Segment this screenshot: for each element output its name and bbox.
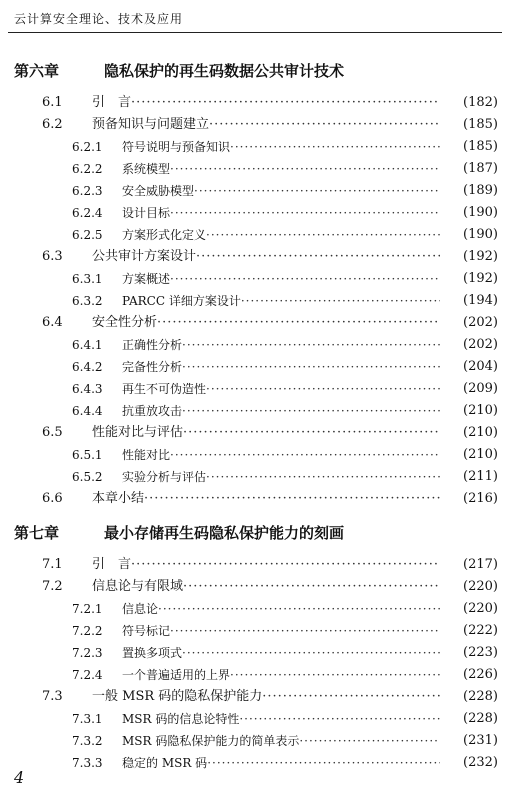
entry-title: 本章小结 (92, 491, 145, 506)
dot-leader (230, 666, 440, 684)
entry-label (92, 490, 440, 508)
entry-label (92, 556, 440, 574)
entry-title: 方案形式化定义 (122, 228, 207, 242)
entry-label (122, 226, 440, 244)
entry-label (122, 138, 440, 156)
dot-leader (170, 160, 440, 178)
entry-page-number: (190) (463, 205, 498, 220)
entry-label (122, 622, 440, 640)
dot-leader (158, 600, 440, 618)
entry-label (122, 402, 440, 420)
entry-page-number: (210) (463, 403, 498, 418)
entry-page-number: (182) (463, 95, 498, 110)
toc-subsection-entry[interactable] (0, 378, 510, 400)
entry-label (122, 160, 440, 178)
entry-title: PARCC 详细方案设计 (122, 294, 241, 308)
entry-label (92, 688, 440, 706)
entry-label (92, 116, 440, 134)
entry-title: 公共审计方案设计 (92, 249, 197, 264)
entry-page-number: (220) (463, 601, 498, 616)
entry-title: 信息论与有限域 (92, 579, 184, 594)
dot-leader (299, 732, 440, 750)
entry-page-number: (210) (463, 425, 498, 440)
entry-label (122, 336, 440, 354)
entry-title: 预备知识与问题建立 (92, 117, 210, 132)
entry-page-number: (228) (463, 689, 498, 704)
entry-title: 设计目标 (122, 206, 171, 220)
entry-title: 符号说明与预备知识 (122, 140, 231, 154)
entry-title: MSR 码隐私保护能力的简单表示 (122, 734, 300, 748)
entry-number: 6.2.4 (72, 206, 103, 220)
toc-subsection-entry[interactable] (0, 334, 510, 356)
entry-page-number: (189) (463, 183, 498, 198)
entry-number: 7.3.2 (72, 734, 103, 748)
dot-leader (157, 314, 440, 332)
entry-title: 稳定的 MSR 码 (122, 756, 208, 770)
toc-section-entry[interactable] (0, 114, 510, 136)
toc-subsection-entry[interactable] (0, 158, 510, 180)
toc-subsection-entry[interactable] (0, 620, 510, 642)
dot-leader (239, 710, 440, 728)
dot-leader (170, 622, 440, 640)
dot-leader (182, 644, 440, 662)
entry-number: 7.1 (42, 557, 63, 572)
entry-number: 7.3 (42, 689, 63, 704)
toc-subsection-entry[interactable] (0, 642, 510, 664)
entry-page-number: (223) (463, 645, 498, 660)
running-head: 云计算安全理论、技术及应用 (14, 12, 184, 26)
entry-label (122, 666, 440, 684)
dot-leader (196, 248, 440, 266)
entry-label (122, 600, 440, 618)
dot-leader (183, 424, 440, 442)
dot-leader (194, 182, 440, 200)
entry-page-number: (185) (463, 139, 498, 154)
entry-label (122, 380, 440, 398)
chapter-title: 最小存储再生码隐私保护能力的刻画 (104, 524, 345, 542)
entry-page-number: (226) (463, 667, 498, 682)
entry-title: 信息论 (122, 602, 159, 616)
entry-title: 方案概述 (122, 272, 171, 286)
entry-number: 6.4.1 (72, 338, 103, 352)
chapter-gap (0, 510, 510, 520)
entry-label (92, 94, 440, 112)
entry-title: 一般 MSR 码的隐私保护能力 (92, 689, 263, 704)
entry-number: 6.2 (42, 117, 63, 132)
entry-number: 6.1 (42, 95, 63, 110)
entry-page-number: (222) (463, 623, 498, 638)
entry-label (92, 248, 440, 266)
entry-label (122, 468, 440, 486)
entry-title: 置换多项式 (122, 646, 183, 660)
dot-leader (131, 556, 440, 574)
dot-leader (262, 688, 440, 706)
entry-label (92, 578, 440, 596)
entry-title: 安全性分析 (92, 315, 158, 330)
entry-page-number: (185) (463, 117, 498, 132)
entry-page-number: (232) (463, 755, 498, 770)
toc-section-entry[interactable] (0, 422, 510, 444)
dot-leader (182, 358, 440, 376)
entry-number: 6.2.3 (72, 184, 103, 198)
entry-number: 6.5.1 (72, 448, 103, 462)
entry-number: 6.3.2 (72, 294, 103, 308)
chapter-number: 第七章 (14, 524, 60, 542)
entry-number: 6.4 (42, 315, 63, 330)
toc-section-entry[interactable] (0, 554, 510, 576)
entry-title: 正确性分析 (122, 338, 183, 352)
dot-leader (230, 138, 440, 156)
dot-leader (241, 292, 440, 310)
entry-number: 7.2.1 (72, 602, 103, 616)
dot-leader (182, 336, 440, 354)
toc-subsection-entry[interactable] (0, 708, 510, 730)
entry-number: 7.2.2 (72, 624, 103, 638)
toc-section-entry[interactable] (0, 488, 510, 510)
dot-leader (170, 446, 440, 464)
entry-page-number: (202) (463, 337, 498, 352)
toc-section-entry[interactable] (0, 686, 510, 708)
dot-leader (206, 468, 440, 486)
entry-title: 引 言 (92, 95, 132, 110)
entry-title: 实验分析与评估 (122, 470, 207, 484)
entry-page-number: (202) (463, 315, 498, 330)
toc-subsection-entry[interactable] (0, 224, 510, 246)
entry-number: 6.4.3 (72, 382, 103, 396)
dot-leader (170, 204, 440, 222)
entry-page-number: (194) (463, 293, 498, 308)
toc-subsection-entry[interactable] (0, 400, 510, 422)
entry-title: 引 言 (92, 557, 132, 572)
entry-title: 完备性分析 (122, 360, 183, 374)
entry-label (122, 204, 440, 222)
dot-leader (206, 226, 440, 244)
entry-title: 系统模型 (122, 162, 171, 176)
entry-page-number: (192) (463, 271, 498, 286)
entry-title: 抗重放攻击 (122, 404, 183, 418)
entry-page-number: (209) (463, 381, 498, 396)
entry-label (122, 270, 440, 288)
entry-number: 7.2 (42, 579, 63, 594)
entry-page-number: (220) (463, 579, 498, 594)
entry-number: 6.2.2 (72, 162, 103, 176)
toc-subsection-entry[interactable] (0, 290, 510, 312)
entry-number: 6.2.1 (72, 140, 103, 154)
dot-leader (206, 380, 440, 398)
header-rule (8, 32, 502, 33)
entry-number: 7.2.4 (72, 668, 103, 682)
entry-page-number: (210) (463, 447, 498, 462)
toc-subsection-entry[interactable] (0, 444, 510, 466)
entry-number: 6.3.1 (72, 272, 103, 286)
entry-title: 符号标记 (122, 624, 171, 638)
entry-number: 6.6 (42, 491, 63, 506)
dot-leader (131, 94, 440, 112)
entry-title: 一个普遍适用的上界 (122, 668, 231, 682)
toc-subsection-entry[interactable] (0, 136, 510, 158)
entry-title: 性能对比与评估 (92, 425, 184, 440)
chapter-number: 第六章 (14, 62, 60, 80)
chapter-heading (0, 58, 510, 92)
chapter-heading (0, 520, 510, 554)
dot-leader (170, 270, 440, 288)
entry-label (122, 446, 440, 464)
entry-page-number: (231) (463, 733, 498, 748)
dot-leader (207, 754, 440, 772)
entry-page-number: (216) (463, 491, 498, 506)
dot-leader (144, 490, 440, 508)
toc-subsection-entry[interactable] (0, 268, 510, 290)
toc-section-entry[interactable] (0, 246, 510, 268)
entry-page-number: (204) (463, 359, 498, 374)
entry-label (122, 710, 440, 728)
toc-subsection-entry[interactable] (0, 180, 510, 202)
toc-subsection-entry[interactable] (0, 356, 510, 378)
entry-number: 7.2.3 (72, 646, 103, 660)
entry-page-number: (217) (463, 557, 498, 572)
entry-label (92, 314, 440, 332)
entry-title: 性能对比 (122, 448, 171, 462)
entry-title: 安全威胁模型 (122, 184, 195, 198)
entry-page-number: (187) (463, 161, 498, 176)
entry-title: 再生不可伪造性 (122, 382, 207, 396)
entry-number: 6.4.4 (72, 404, 103, 418)
toc-subsection-entry[interactable] (0, 664, 510, 686)
dot-leader (209, 116, 440, 134)
entry-number: 6.5.2 (72, 470, 103, 484)
toc-section-entry[interactable] (0, 312, 510, 334)
entry-page-number: (211) (463, 469, 498, 484)
entry-page-number: (228) (463, 711, 498, 726)
toc-subsection-entry[interactable] (0, 730, 510, 752)
table-of-contents (0, 58, 510, 774)
entry-label (122, 292, 440, 310)
toc-subsection-entry[interactable] (0, 752, 510, 774)
toc-section-entry[interactable] (0, 92, 510, 114)
toc-subsection-entry[interactable] (0, 466, 510, 488)
entry-title: MSR 码的信息论特性 (122, 712, 240, 726)
entry-label (122, 732, 440, 750)
entry-label (122, 754, 440, 772)
dot-leader (182, 402, 440, 420)
entry-page-number: (190) (463, 227, 498, 242)
entry-number: 6.5 (42, 425, 63, 440)
entry-number: 6.4.2 (72, 360, 103, 374)
entry-number: 6.3 (42, 249, 63, 264)
entry-number: 6.2.5 (72, 228, 103, 242)
page-number: 4 (14, 768, 25, 787)
chapter-title: 隐私保护的再生码数据公共审计技术 (104, 62, 345, 80)
entry-number: 7.3.3 (72, 756, 103, 770)
entry-label (122, 358, 440, 376)
entry-number: 7.3.1 (72, 712, 103, 726)
toc-section-entry[interactable] (0, 576, 510, 598)
dot-leader (183, 578, 440, 596)
entry-label (92, 424, 440, 442)
toc-subsection-entry[interactable] (0, 202, 510, 224)
entry-label (122, 644, 440, 662)
toc-subsection-entry[interactable] (0, 598, 510, 620)
entry-page-number: (192) (463, 249, 498, 264)
entry-label (122, 182, 440, 200)
